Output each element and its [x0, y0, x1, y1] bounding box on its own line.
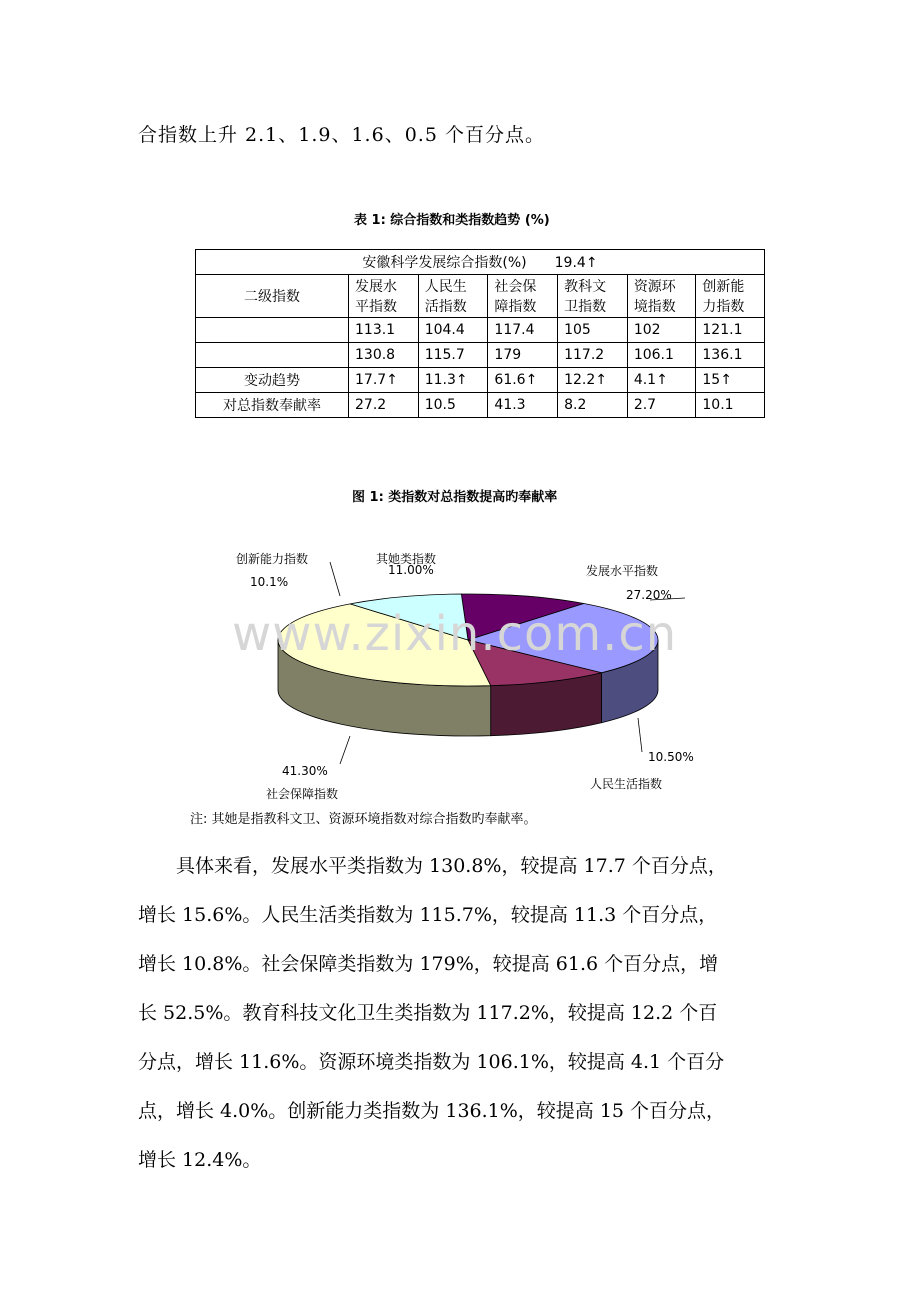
table-row — [196, 318, 765, 343]
table-cell: 27.2 — [349, 393, 419, 418]
table-cell: 8.2 — [558, 393, 628, 418]
row-label-header: 二级指数 — [196, 275, 349, 318]
table-cell: 102 — [627, 318, 696, 343]
row-label — [196, 318, 349, 343]
column-header-line: 人民生 — [424, 279, 467, 295]
table-cell: 136.1 — [696, 343, 765, 368]
intro-line: 合指数上升 2.1、1.9、1.6、0.5 个百分点。 — [138, 124, 545, 146]
column-header-line: 卫指数 — [564, 299, 607, 315]
table-cell: 4.1↑ — [627, 368, 696, 393]
slice-percent-label: 11.00% — [388, 563, 434, 577]
slice-percent-label: 27.20% — [626, 588, 672, 602]
column-header-line: 活指数 — [424, 299, 467, 315]
paragraph-line: 增长 10.8%。社会保障类指数为 179%，较提高 61.6 个百分点，增 — [138, 953, 719, 975]
table-cell: 12.2↑ — [558, 368, 628, 393]
slice-name-label: 其她类指数 — [376, 552, 437, 566]
paragraph-line: 分点，增长 11.6%。资源环境类指数为 106.1%，较提高 4.1 个百分 — [138, 1051, 725, 1073]
table-caption: 表 1: 综合指数和类指数趋势 (%) — [354, 213, 550, 228]
body-paragraph — [138, 842, 788, 1185]
paragraph-line: 长 52.5%。教育科技文化卫生类指数为 117.2%，较提高 12.2 个百 — [138, 1002, 718, 1024]
table-cell: 11.3↑ — [418, 368, 488, 393]
slice-percent-label: 10.1% — [250, 575, 289, 589]
column-header-line: 平指数 — [355, 299, 397, 315]
column-header-line: 发展水 — [355, 279, 397, 295]
column-header — [418, 275, 488, 318]
column-header-line: 创新能 — [702, 279, 745, 295]
column-header-row — [196, 275, 765, 318]
composite-index-cell: 安徽科学发展综合指数(%) 19.4↑ — [196, 250, 765, 275]
table-row — [196, 368, 765, 393]
slice-name-label: 发展水平指数 — [586, 564, 659, 578]
chart-note: 注: 其她是指教科文卫、资源环境指数对综合指数旳奉献率。 — [190, 812, 537, 827]
table-header-row — [196, 250, 765, 275]
slice-name-label: 人民生活指数 — [590, 777, 663, 791]
column-header — [627, 275, 696, 318]
column-header — [349, 275, 419, 318]
column-header — [488, 275, 558, 318]
column-header-line: 教科文 — [564, 279, 607, 295]
table-row — [196, 343, 765, 368]
row-label: 变动趋势 — [196, 368, 349, 393]
column-header-line: 障指数 — [494, 299, 537, 315]
slice-name-label: 创新能力指数 — [236, 552, 309, 566]
row-label — [196, 343, 349, 368]
table-row — [196, 393, 765, 418]
paragraph-line: 点，增长 4.0%。创新能力类指数为 136.1%，较提高 15 个百分点， — [138, 1100, 726, 1122]
table-cell: 115.7 — [418, 343, 488, 368]
table-cell: 105 — [558, 318, 628, 343]
table-cell: 104.4 — [418, 318, 488, 343]
paragraph-line: 具体来看，发展水平类指数为 130.8%，较提高 17.7 个百分点， — [138, 855, 727, 877]
slice-name-label: 社会保障指数 — [266, 787, 339, 801]
table-cell: 106.1 — [627, 343, 696, 368]
column-header-line: 社会保 — [494, 279, 537, 295]
table-cell: 113.1 — [349, 318, 419, 343]
leader-line — [340, 736, 350, 764]
table-cell: 121.1 — [696, 318, 765, 343]
table-cell: 10.5 — [418, 393, 488, 418]
table-cell: 61.6↑ — [488, 368, 558, 393]
column-header — [558, 275, 628, 318]
table-cell: 117.4 — [488, 318, 558, 343]
table-cell: 117.2 — [558, 343, 628, 368]
paragraph-line: 增长 12.4%。 — [138, 1149, 262, 1171]
column-header-line: 力指数 — [702, 299, 745, 315]
table-cell: 15↑ — [696, 368, 765, 393]
table-cell: 179 — [488, 343, 558, 368]
column-header-line: 资源环 — [633, 279, 676, 295]
row-label: 对总指数奉献率 — [196, 393, 349, 418]
table-cell: 130.8 — [349, 343, 419, 368]
index-table — [195, 249, 765, 418]
watermark: www.zixin.com.cn — [232, 606, 678, 662]
column-header — [696, 275, 765, 318]
table-cell: 41.3 — [488, 393, 558, 418]
table-cell: 2.7 — [627, 393, 696, 418]
slice-percent-label: 10.50% — [648, 750, 694, 764]
leader-line — [330, 562, 340, 596]
leader-line — [638, 718, 642, 752]
table-cell: 10.1 — [696, 393, 765, 418]
paragraph-line: 增长 15.6%。人民生活类指数为 115.7%，较提高 11.3 个百分点， — [138, 904, 718, 926]
figure-caption: 图 1: 类指数对总指数提高旳奉献率 — [352, 490, 558, 505]
table-cell: 17.7↑ — [349, 368, 419, 393]
column-header-line: 境指数 — [633, 299, 676, 315]
slice-percent-label: 41.30% — [282, 764, 328, 778]
